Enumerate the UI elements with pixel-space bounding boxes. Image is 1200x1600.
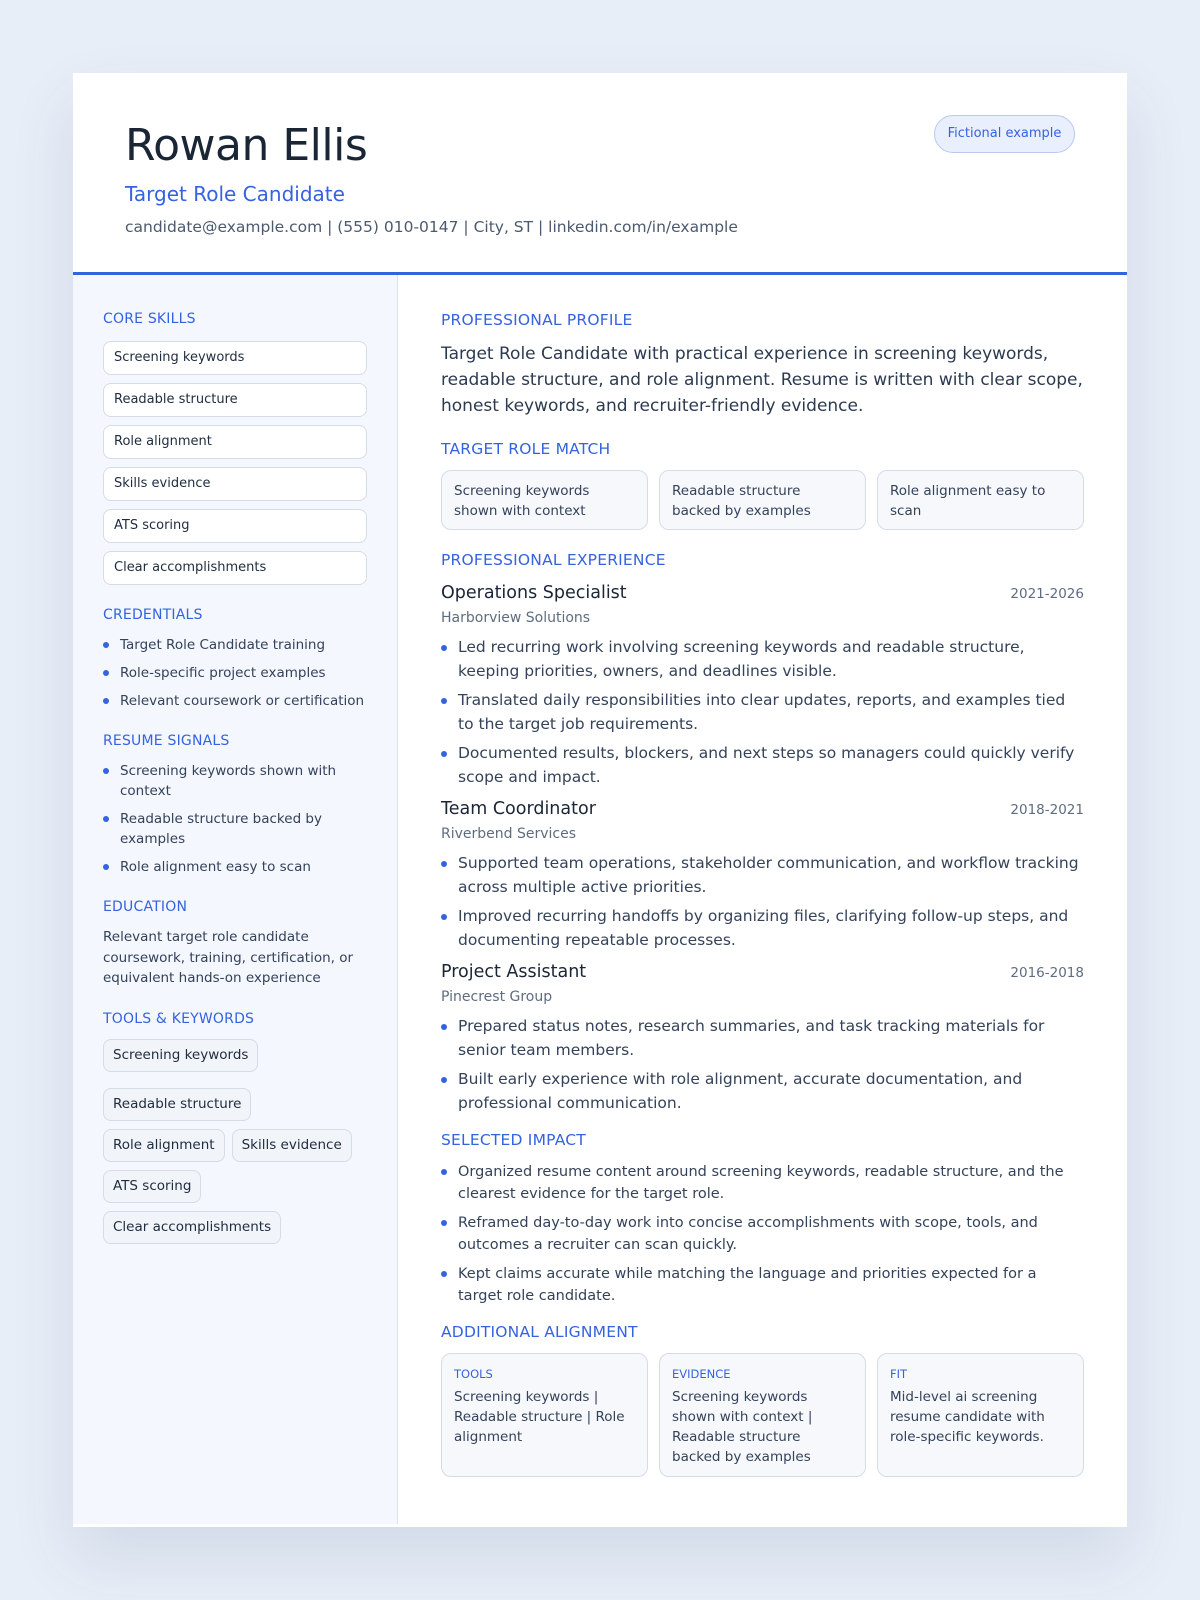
job-company: Riverbend Services bbox=[441, 826, 577, 842]
alignment-title: ADDITIONAL ALIGNMENT bbox=[441, 1323, 638, 1341]
profile-text: Target Role Candidate with practical experience in screening keywords, readable structure, and role alignment. Resume is written with clear scope, honest keywords, and recruiter-friendly evidence. bbox=[441, 344, 1083, 416]
list-item: Role-specific project examples bbox=[103, 663, 367, 683]
core-skill-item: Screening keywords bbox=[103, 341, 367, 375]
sidebar bbox=[73, 275, 398, 1524]
credentials-title: CREDENTIALS bbox=[103, 607, 203, 623]
keyword-chip: Screening keywords bbox=[103, 1039, 258, 1072]
list-item: Supported team operations, stakeholder communication, and workflow tracking across multiple active priorities. bbox=[441, 852, 1084, 899]
core-skill-item: Role alignment bbox=[103, 425, 367, 459]
keyword-chip: Clear accomplishments bbox=[103, 1211, 281, 1244]
credentials-list bbox=[103, 635, 367, 711]
education-text: Relevant target role candidate coursework, training, certification, or equivalent hands-on experience bbox=[103, 929, 354, 986]
list-item: Reframed day-to-day work into concise accomplishments with scope, tools, and outcomes a recruiter can scan quickly. bbox=[441, 1212, 1084, 1256]
job-company: Harborview Solutions bbox=[441, 610, 591, 626]
list-item: Readable structure backed by examples bbox=[103, 809, 367, 849]
list-item: Screening keywords shown with context bbox=[103, 761, 367, 801]
job-title: Team Coordinator bbox=[441, 799, 596, 819]
education-title: EDUCATION bbox=[103, 899, 188, 915]
experience-title: PROFESSIONAL EXPERIENCE bbox=[441, 551, 666, 569]
core-skill-item: Clear accomplishments bbox=[103, 551, 367, 585]
alignment-label: EVIDENCE bbox=[672, 1367, 731, 1381]
alignment-text: Mid-level ai screening resume candidate with role-specific keywords. bbox=[890, 1389, 1045, 1445]
job-entry bbox=[441, 581, 1084, 789]
resume-signals-list bbox=[103, 761, 367, 877]
impact-title: SELECTED IMPACT bbox=[441, 1131, 586, 1149]
alignment-label: TOOLS bbox=[454, 1367, 493, 1381]
target-match-title: TARGET ROLE MATCH bbox=[441, 440, 611, 458]
profile-title: PROFESSIONAL PROFILE bbox=[441, 311, 633, 329]
candidate-role: Target Role Candidate bbox=[125, 182, 345, 206]
match-card: Screening keywords shown with context bbox=[441, 470, 648, 530]
core-skill-item: ATS scoring bbox=[103, 509, 367, 543]
list-item: Led recurring work involving screening keywords and readable structure, keeping priorities, owners, and deadlines visible. bbox=[441, 636, 1084, 683]
list-item: Organized resume content around screening keywords, readable structure, and the clearest evidence for the target role. bbox=[441, 1161, 1084, 1205]
resume-header bbox=[73, 73, 1127, 275]
alignment-text: Screening keywords shown with context | Readable structure backed by examples bbox=[672, 1389, 813, 1465]
alignment-cards bbox=[441, 1353, 1084, 1477]
list-item: Target Role Candidate training bbox=[103, 635, 367, 655]
target-match-cards bbox=[441, 470, 1084, 530]
tools-keywords-title: TOOLS & KEYWORDS bbox=[103, 1010, 255, 1027]
job-entry bbox=[441, 960, 1084, 1115]
list-item: Relevant coursework or certification bbox=[103, 691, 367, 711]
main-content bbox=[398, 275, 1127, 1524]
candidate-name: Rowan Ellis bbox=[125, 120, 368, 171]
alignment-card bbox=[441, 1353, 648, 1477]
list-item: Role alignment easy to scan bbox=[103, 857, 367, 877]
alignment-text: Screening keywords | Readable structure | Role alignment bbox=[454, 1389, 625, 1445]
alignment-card bbox=[877, 1353, 1084, 1477]
core-skill-item: Readable structure bbox=[103, 383, 367, 417]
list-item: Improved recurring handoffs by organizing files, clarifying follow-up steps, and documenting repeatable processes. bbox=[441, 905, 1084, 952]
keyword-chip: Role alignment bbox=[103, 1129, 225, 1162]
job-date: 2021-2026 bbox=[1010, 586, 1084, 602]
core-skill-item: Skills evidence bbox=[103, 467, 367, 501]
job-title: Operations Specialist bbox=[441, 583, 627, 603]
job-bullets bbox=[441, 852, 1084, 952]
list-item: Documented results, blockers, and next steps so managers could quickly verify scope and impact. bbox=[441, 742, 1084, 789]
job-title: Project Assistant bbox=[441, 962, 587, 982]
list-item: Built early experience with role alignment, accurate documentation, and professional communication. bbox=[441, 1068, 1084, 1115]
resume-page bbox=[73, 73, 1127, 1527]
fictional-badge: Fictional example bbox=[934, 115, 1075, 153]
match-card: Readable structure backed by examples bbox=[659, 470, 866, 530]
list-item: Kept claims accurate while matching the language and priorities expected for a target role candidate. bbox=[441, 1263, 1084, 1307]
alignment-card bbox=[659, 1353, 866, 1477]
resume-signals-title: RESUME SIGNALS bbox=[103, 733, 230, 749]
core-skills-title: CORE SKILLS bbox=[103, 311, 196, 327]
list-item: Translated daily responsibilities into clear updates, reports, and examples tied to the target job requirements. bbox=[441, 689, 1084, 736]
keyword-chip: Readable structure bbox=[103, 1088, 251, 1121]
contact-line: candidate@example.com | (555) 010-0147 | City, ST | linkedin.com/in/example bbox=[125, 218, 738, 236]
tools-chip-group bbox=[103, 1039, 367, 1244]
job-bullets bbox=[441, 636, 1084, 789]
job-date: 2016-2018 bbox=[1010, 965, 1084, 981]
list-item: Prepared status notes, research summaries, and task tracking materials for senior team members. bbox=[441, 1015, 1084, 1062]
keyword-chip: Skills evidence bbox=[232, 1129, 352, 1162]
impact-list bbox=[441, 1161, 1084, 1307]
job-entry bbox=[441, 797, 1084, 952]
keyword-chip: ATS scoring bbox=[103, 1170, 201, 1203]
job-company: Pinecrest Group bbox=[441, 989, 553, 1005]
job-bullets bbox=[441, 1015, 1084, 1115]
alignment-label: FIT bbox=[890, 1367, 908, 1381]
job-date: 2018-2021 bbox=[1010, 802, 1084, 818]
match-card: Role alignment easy to scan bbox=[877, 470, 1084, 530]
